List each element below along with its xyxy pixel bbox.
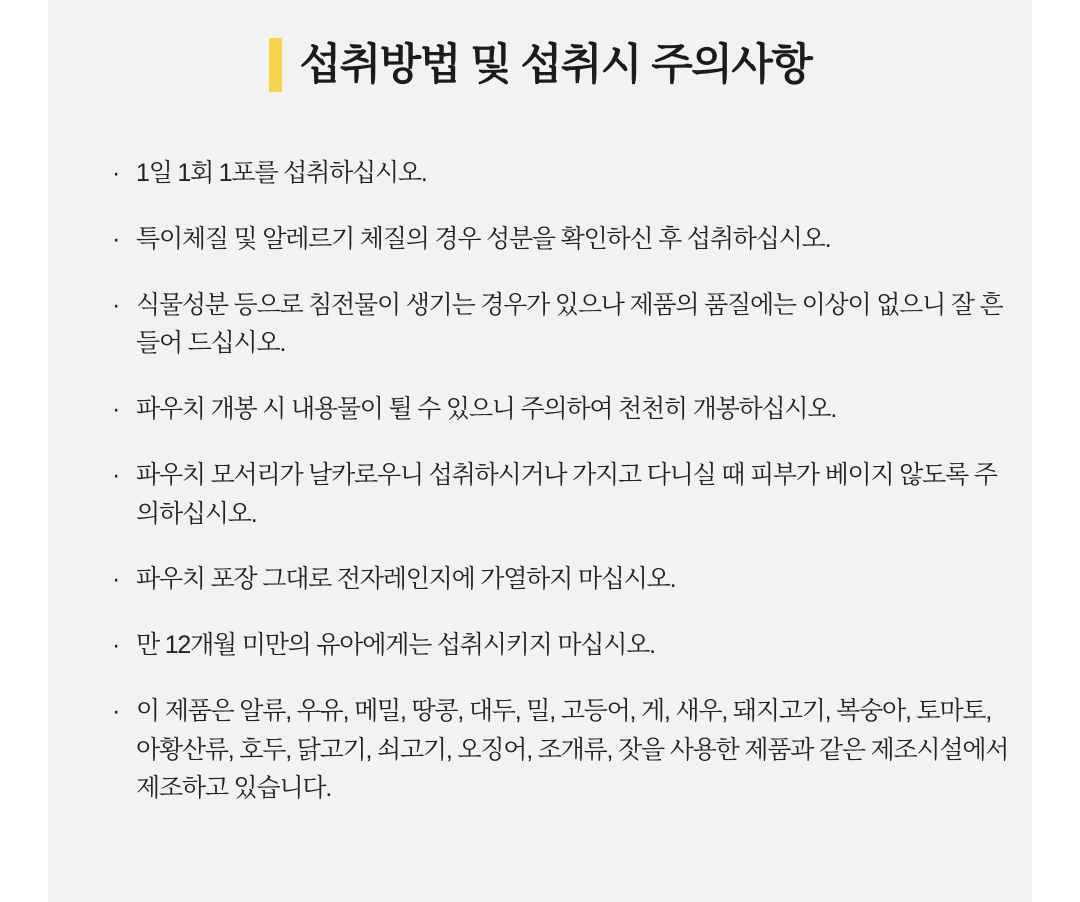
- left-margin-band: [0, 0, 48, 902]
- right-margin-band: [1032, 0, 1080, 902]
- section-header: [48, 0, 1032, 92]
- content-panel: [48, 0, 1032, 902]
- bullet-icon: ·: [112, 159, 120, 187]
- bullet-icon: ·: [112, 696, 120, 725]
- list-item: [110, 560, 1012, 599]
- list-item-text: 파우치 개봉 시 내용물이 튈 수 있으니 주의하여 천천히 개봉하십시오.: [136, 395, 837, 423]
- list-item-text: 이 제품은 알류, 우유, 메밀, 땅콩, 대두, 밀, 고등어, 게, 새우, 돼지고기, 복숭아, 토마토, 아황산류, 호두, 닭고기, 쇠고기, 오징어, 조개류, 잣을 사용한 제품과 같은 제조시설에서 제조하고 있습니다.: [136, 696, 1009, 803]
- list-item: [110, 390, 1012, 429]
- bullet-icon: ·: [112, 224, 120, 253]
- bullet-icon: ·: [112, 565, 120, 594]
- list-item-text: 식물성분 등으로 침전물이 생기는 경우가 있으나 제품의 품질에는 이상이 없으니 잘 흔들어 드십시오.: [136, 290, 1003, 358]
- page-title: 섭취방법 및 섭취시 주의사항: [299, 40, 812, 89]
- list-item: [110, 286, 1012, 364]
- notice-list: [48, 154, 1032, 808]
- list-item-text: 1일 1회 1포를 섭취하십시오.: [136, 159, 427, 187]
- bullet-icon: ·: [112, 290, 120, 319]
- list-item: [110, 220, 1012, 259]
- list-item-text: 파우치 포장 그대로 전자레인지에 가열하지 마십시오.: [136, 565, 676, 594]
- title-accent-bar: [269, 38, 282, 92]
- bullet-icon: ·: [112, 460, 120, 489]
- list-item: [110, 154, 1012, 193]
- list-item-text: 만 12개월 미만의 유아에게는 섭취시키지 마십시오.: [136, 631, 655, 659]
- list-item-text: 특이체질 및 알레르기 체질의 경우 성분을 확인하신 후 섭취하십시오.: [136, 224, 831, 253]
- bullet-icon: ·: [112, 395, 120, 423]
- list-item: [110, 626, 1012, 665]
- list-item-text: 파우치 모서리가 날카로우니 섭취하시거나 가지고 다니실 때 피부가 베이지 않도록 주의하십시오.: [136, 460, 997, 528]
- bullet-icon: ·: [112, 631, 120, 659]
- list-item: [110, 692, 1012, 808]
- list-item: [110, 456, 1012, 534]
